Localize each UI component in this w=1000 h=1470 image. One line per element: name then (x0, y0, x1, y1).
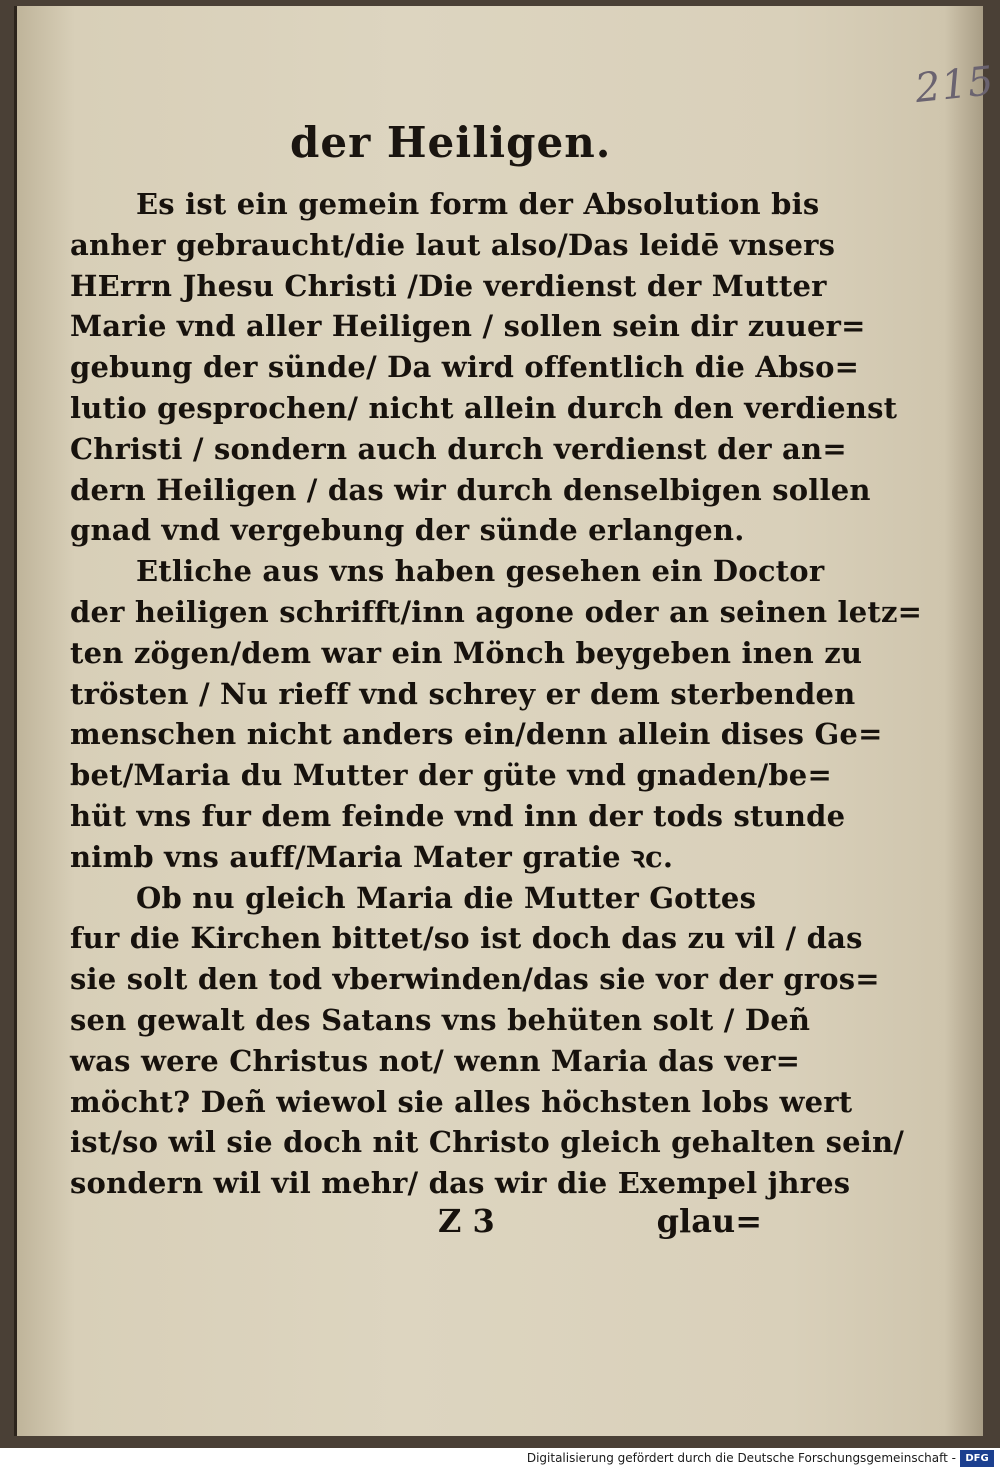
text-line: fur die Kirchen bittet/so ist doch das zu vil / das (70, 921, 863, 956)
text-line: sondern wil vil mehr/ das wir die Exempel jhres (70, 1166, 851, 1201)
text-line: Ob nu gleich Maria die Mutter Gottes (136, 880, 757, 915)
text-line: menschen nicht anders ein/denn allein dises Ge= (70, 717, 883, 752)
page-footer (70, 1202, 770, 1252)
text-line: dern Heiligen / das wir durch denselbigen sollen (70, 472, 871, 507)
handwritten-folio-number: 215 (912, 58, 997, 113)
text-line: Es ist ein gemein form der Absolution bis (136, 187, 820, 221)
text-line: sie solt den tod vberwinden/das sie vor der gros= (70, 962, 880, 997)
text-line: trösten / Nu rieff vnd schrey er dem sterbenden (70, 676, 856, 711)
text-line: ist/so wil sie doch nit Christo gleich gehalten sein/ (70, 1125, 905, 1160)
catchword: glau= (656, 1202, 762, 1240)
text-line: Christi / sondern auch durch verdienst der an= (70, 431, 847, 466)
text-line: möcht? Deñ wiewol sie alles höchsten lobs wert (70, 1084, 853, 1119)
body-text (70, 184, 923, 1204)
signature-mark: Z 3 (438, 1202, 495, 1240)
text-line: gebung der sünde/ Da wird offentlich die Abso= (70, 350, 860, 385)
text-line: nimb vns auff/Maria Mater gratie ꝛc. (70, 839, 674, 874)
text-line: ten zögen/dem war ein Mönch beygeben inen zu (70, 635, 863, 670)
credit-bar (0, 1448, 1000, 1470)
text-line: gnad vnd vergebung der sünde erlangen. (70, 513, 745, 548)
text-line: Marie vnd aller Heiligen / sollen sein dir zuuer= (70, 309, 866, 344)
text-line: Etliche aus vns haben gesehen ein Doctor (136, 554, 825, 589)
text-line: was were Christus not/ wenn Maria das ver= (70, 1043, 801, 1078)
text-line: hüt vns fur dem feinde vnd inn der tods stunde (70, 798, 846, 833)
text-line: sen gewalt des Satans vns behüten solt / Deñ (70, 1002, 811, 1037)
running-head: der Heiligen. (290, 118, 612, 167)
dfg-logo[interactable]: DFG (960, 1450, 994, 1467)
text-line: bet/Maria du Mutter der güte vnd gnaden/be= (70, 758, 832, 793)
text-line: HErrn Jhesu Christi /Die verdienst der Mutter (70, 268, 827, 303)
text-line: der heiligen schrifft/inn agone oder an seinen letz= (70, 594, 923, 629)
funding-credit: Digitalisierung gefördert durch die Deutsche Forschungsgemeinschaft - (526, 1451, 956, 1465)
text-line: anher gebraucht/die laut also/Das leidē vnsers (70, 227, 836, 262)
text-line: lutio gesprochen/ nicht allein durch den verdienst (70, 390, 898, 425)
